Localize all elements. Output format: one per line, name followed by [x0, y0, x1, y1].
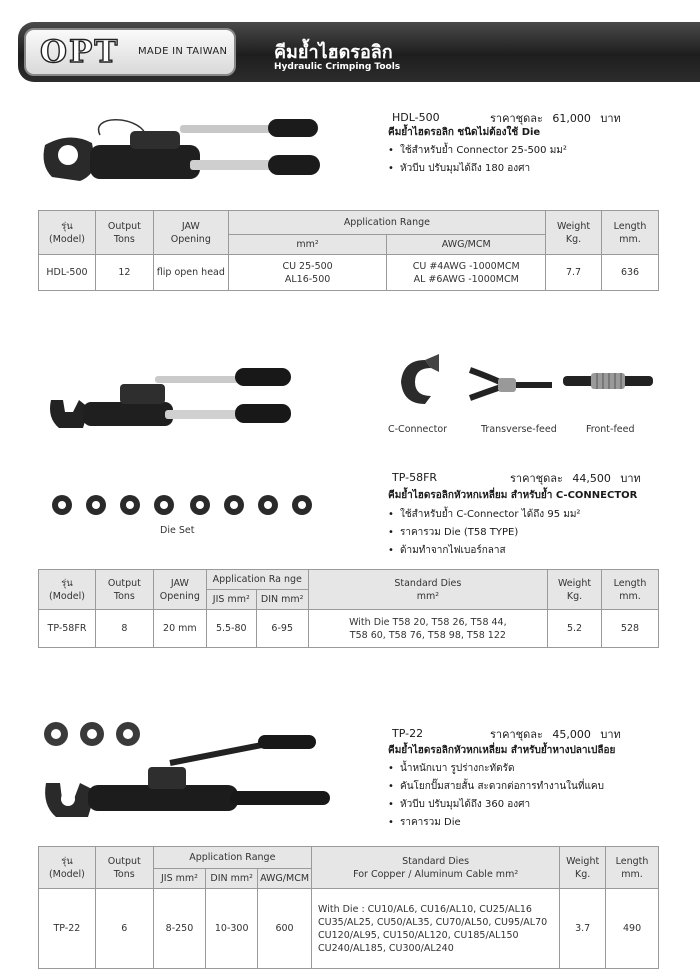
logo-text: OPT — [40, 34, 120, 70]
cell-weight: 5.2 — [548, 610, 602, 648]
die-set-image — [50, 493, 330, 517]
cell-din: 10-300 — [206, 889, 258, 969]
tp-58fr-spec-table — [38, 569, 659, 648]
tp-22-model-name: TP-22 — [392, 727, 424, 740]
cell-dies: With Die : CU10/AL6, CU16/AL10, CU25/AL16 CU35/AL25, CU50/AL35, CU70/AL50, CU95/AL70 CU120/AL95, CU150/AL120, CU185/AL150 CU240/AL185, CU300/AL240 — [312, 889, 560, 969]
col-model: รุ่น (Model) — [39, 211, 96, 255]
table-row — [39, 610, 659, 648]
tp-22-tool-image — [40, 735, 335, 830]
page-title-english: Hydraulic Crimping Tools — [274, 62, 401, 72]
cell-model: TP-58FR — [39, 610, 96, 648]
col-tons: Output Tons — [95, 211, 153, 255]
col-standard-dies: Standard Dies mm² — [308, 570, 547, 610]
price-value: 44,500 — [572, 472, 611, 485]
hdl-500-feature-list — [388, 142, 567, 178]
col-weight: Weight Kg. — [560, 847, 606, 889]
col-jis: JIS mm² — [153, 869, 206, 889]
feature-item: • น้ำหนักเบา รูปร่างกะทัดรัด — [388, 760, 604, 778]
cell-awg: 600 — [258, 889, 312, 969]
col-din: DIN mm² — [206, 869, 258, 889]
col-length: Length mm. — [606, 847, 659, 889]
tp-58fr-model-name: TP-58FR — [392, 471, 438, 484]
feature-item: • หัวบีบ ปรับมุมได้ถึง 180 องศา — [388, 160, 567, 178]
feature-item: • ราคารวม Die (T58 TYPE) — [388, 524, 580, 542]
c-connector-caption: C-Connector — [388, 424, 448, 435]
col-jaw: JAW Opening — [153, 570, 206, 610]
cell-tons: 6 — [95, 889, 153, 969]
price-label: ราคาชุดละ — [490, 728, 543, 741]
tp-22-price — [490, 725, 627, 743]
cell-din: 6-95 — [256, 610, 308, 648]
tp-58fr-feature-list — [388, 506, 580, 560]
col-weight: Weight Kg. — [546, 211, 602, 255]
col-standard-dies: Standard Dies For Copper / Aluminum Cable mm² — [312, 847, 560, 889]
feature-item: • ใช้สำหรับย้ำ Connector 25-500 มม² — [388, 142, 567, 160]
made-in-label: MADE IN TAIWAN — [138, 46, 228, 57]
feature-item: • ใช้สำหรับย้ำ C-Connector ได้ถึง 95 มม² — [388, 506, 580, 524]
c-connector-image — [393, 352, 443, 410]
price-label: ราคาชุดละ — [510, 472, 563, 485]
cell-tons: 8 — [95, 610, 153, 648]
cell-jaw: 20 mm — [153, 610, 206, 648]
cell-jis: 5.5-80 — [206, 610, 256, 648]
brand-logo — [24, 28, 236, 76]
col-tons: Output Tons — [95, 570, 153, 610]
col-weight: Weight Kg. — [548, 570, 602, 610]
col-model: รุ่น (Model) — [39, 570, 96, 610]
tp-22-description: คีมย้ำไฮดรอลิกหัวหกเหลี่ยม สำหรับย้ำหางปลาเปลือย — [388, 745, 616, 756]
tp-58fr-description: คีมย้ำไฮดรอลิกหัวหกเหลี่ยม สำหรับย้ำ C-CONNECTOR — [388, 490, 638, 501]
col-mm2: mm² — [228, 235, 387, 255]
cell-jis: 8-250 — [153, 889, 206, 969]
tp-58fr-tool-image — [45, 358, 295, 433]
table-row — [39, 255, 659, 291]
front-feed-image — [563, 372, 653, 392]
feature-item: • ราคารวม Die — [388, 814, 604, 832]
cell-tons: 12 — [95, 255, 153, 291]
table-row — [39, 889, 659, 969]
col-awg: AWG/MCM — [258, 869, 312, 889]
transverse-feed-caption: Transverse-feed — [481, 424, 557, 435]
feature-item: • หัวบีบ ปรับมุมได้ถึง 360 องศา — [388, 796, 604, 814]
cell-model: TP-22 — [39, 889, 96, 969]
cell-weight: 7.7 — [546, 255, 602, 291]
hdl-500-spec-table — [38, 210, 659, 291]
cell-mm2: CU 25-500 AL16-500 — [228, 255, 387, 291]
cell-dies: With Die T58 20, T58 26, T58 44, T58 60, T58 76, T58 98, T58 122 — [308, 610, 547, 648]
col-jaw: JAW Opening — [153, 211, 228, 255]
cell-length: 636 — [602, 255, 659, 291]
price-label: ราคาชุดละ — [490, 112, 543, 125]
col-application-range: Application Range — [228, 211, 545, 235]
cell-model: HDL-500 — [39, 255, 96, 291]
price-currency: บาท — [600, 728, 621, 741]
cell-length: 528 — [602, 610, 659, 648]
col-length: Length mm. — [602, 211, 659, 255]
feature-item: • คันโยกปั๊มสายสั้น สะดวกต่อการทำงานในที่แคบ — [388, 778, 604, 796]
tp-58fr-price — [510, 469, 647, 487]
cell-length: 490 — [606, 889, 659, 969]
col-awg: AWG/MCM — [387, 235, 546, 255]
col-jis: JIS mm² — [206, 590, 256, 610]
page-title-thai: คีมย้ำไฮดรอลิก — [274, 42, 393, 63]
price-currency: บาท — [600, 112, 621, 125]
tp-22-feature-list — [388, 760, 604, 832]
hdl-500-model-name: HDL-500 — [392, 111, 440, 124]
transverse-feed-image — [470, 360, 552, 410]
cell-weight: 3.7 — [560, 889, 606, 969]
hdl-500-tool-image — [40, 105, 330, 195]
col-din: DIN mm² — [256, 590, 308, 610]
col-model: รุ่น (Model) — [39, 847, 96, 889]
price-currency: บาท — [620, 472, 641, 485]
hdl-500-description: คีมย้ำไฮดรอลิก ชนิดไม่ต้องใช้ Die — [388, 127, 541, 138]
col-length: Length mm. — [602, 570, 659, 610]
cell-jaw: flip open head — [153, 255, 228, 291]
tp-22-spec-table — [38, 846, 659, 969]
cell-awg: CU #4AWG -1000MCM AL #6AWG -1000MCM — [387, 255, 546, 291]
price-value: 61,000 — [552, 112, 591, 125]
price-value: 45,000 — [552, 728, 591, 741]
die-set-caption: Die Set — [160, 525, 195, 536]
feature-item: • ด้ามทำจากไฟเบอร์กลาส — [388, 542, 580, 560]
col-application-range: Application Ra nge — [206, 570, 308, 590]
col-tons: Output Tons — [95, 847, 153, 889]
col-application-range: Application Range — [153, 847, 311, 869]
front-feed-caption: Front-feed — [586, 424, 635, 435]
